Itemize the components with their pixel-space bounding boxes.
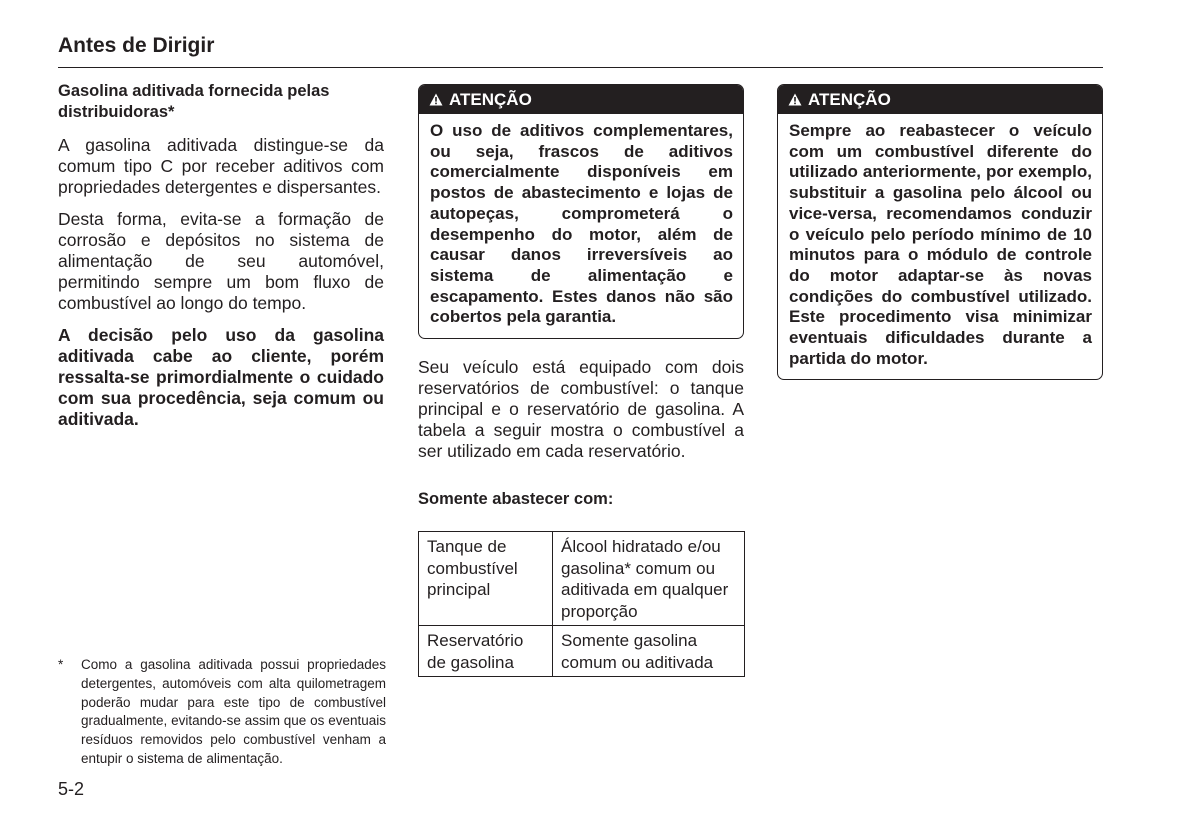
table-cell-fuel: Somente gasolina comum ou aditivada xyxy=(553,626,745,677)
warning-text: Sempre ao reabastecer o veículo com um combustível diferente do utilizado anteriormente, por exemplo, substituir a gasolina pelo álcool ou vice-versa, recomendamos conduzir o veículo pelo período mínimo de 10 minutos para o módulo de controle do motor adaptar-se às novas condições do combustível utilizado. Este procedimento visa minimizar eventuais dificuldades durante a partida do motor. xyxy=(789,121,1092,368)
table-caption: Somente abastecer com: xyxy=(418,490,614,509)
right-column xyxy=(777,84,1103,380)
table-row xyxy=(419,626,745,677)
footnote xyxy=(58,656,386,769)
paragraph-benefits: Desta forma, evita-se a formação de corrosão e depósitos no sistema de alimentação de seu automóvel, permitindo sempre um bom fluxo de combustível ao longo do tempo. xyxy=(58,209,384,313)
header-divider xyxy=(58,67,1103,68)
section-heading: Gasolina aditivada fornecida pelas distribuidoras* xyxy=(58,82,330,121)
warning-header xyxy=(419,85,743,114)
table-row xyxy=(419,532,745,626)
table-cell-tank: Tanque de combustível principal xyxy=(419,532,553,626)
fuel-table xyxy=(418,531,745,677)
left-column xyxy=(58,81,384,441)
footnote-marker: * xyxy=(58,657,64,672)
paragraph-decision: A decisão pelo uso da gasolina aditivada cabe ao cliente, porém ressalta-se primordialmente o cuidado com sua procedência, seja comum ou aditivada. xyxy=(58,325,384,429)
page-number: 5-2 xyxy=(58,779,85,799)
warning-triangle-icon xyxy=(429,93,443,106)
table-cell-fuel: Álcool hidratado e/ou gasolina* comum ou aditivada em qualquer proporção xyxy=(553,532,745,626)
middle-column xyxy=(418,84,744,677)
page-title: Antes de Dirigir xyxy=(58,34,215,57)
paragraph-intro: A gasolina aditivada distingue-se da comum tipo C por receber aditivos com propriedades detergentes e dispersantes. xyxy=(58,135,384,197)
warning-text: O uso de aditivos complementares, ou seja, frascos de aditivos comercialmente disponíveis em postos de abastecimento e lojas de autopeças, comprometerá o desempenho do motor, além de causar danos irreversíveis ao sistema de alimentação e escapamento. Estes danos não são cobertos pela garantia. xyxy=(430,121,733,327)
warning-title: ATENÇÃO xyxy=(449,90,532,109)
footnote-text: Como a gasolina aditivada possui propriedades detergentes, automóveis com alta quilometragem poderão mudar para este tipo de combustível gradualmente, evitando-se assim que os eventuais resíduos removidos pelo combustível venham a entupir o sistema de alimentação. xyxy=(81,657,386,766)
warning-header xyxy=(778,85,1102,114)
warning-triangle-icon xyxy=(788,93,802,106)
table-cell-tank: Reservatório de gasolina xyxy=(419,626,553,677)
warning-box-refuel xyxy=(777,84,1103,380)
warning-box-additives xyxy=(418,84,744,339)
warning-title: ATENÇÃO xyxy=(808,90,891,109)
paragraph-reservoirs: Seu veículo está equipado com dois reservatórios de combustível: o tanque principal e o reservatório de gasolina. A tabela a seguir mostra o combustível a ser utilizado em cada reservatório. xyxy=(418,357,744,462)
